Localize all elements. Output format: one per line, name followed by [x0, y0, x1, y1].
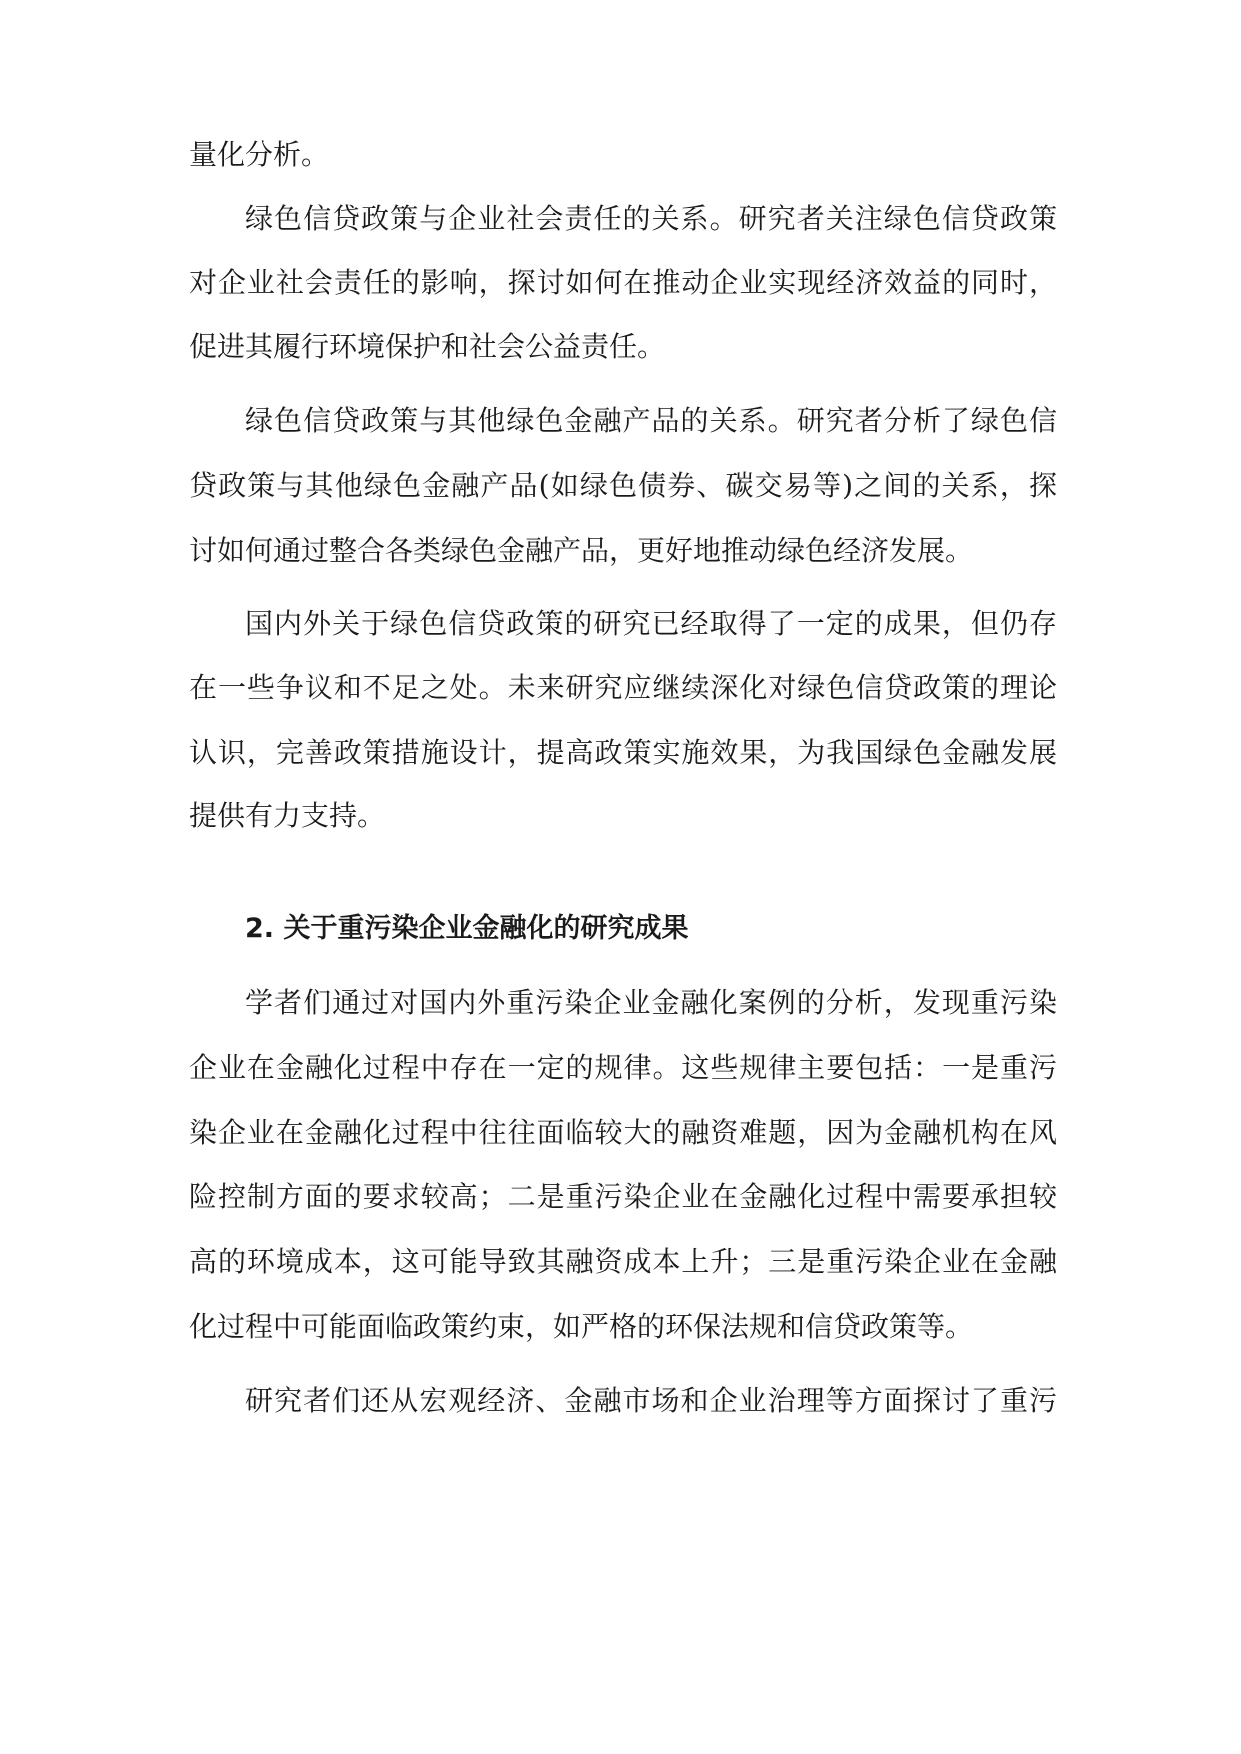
paragraph-line: 绿色信贷政策与企业社会责任的关系。研究者关注绿色信贷政策	[245, 202, 1057, 235]
paragraph-line: 染企业在金融化过程中往往面临较大的融资难题，因为金融机构在风	[189, 1116, 1057, 1149]
paragraph-line: 学者们通过对国内外重污染企业金融化案例的分析，发现重污染	[245, 986, 1057, 1019]
paragraph-line: 研究者们还从宏观经济、金融市场和企业治理等方面探讨了重污	[245, 1384, 1057, 1417]
paragraph-line: 对企业社会责任的影响，探讨如何在推动企业实现经济效益的同时，	[189, 266, 1057, 299]
paragraph-line: 贷政策与其他绿色金融产品(如绿色债券、碳交易等)之间的关系，探	[189, 469, 1057, 502]
paragraph-line: 讨如何通过整合各类绿色金融产品，更好地推动绿色经济发展。	[189, 534, 974, 567]
paragraph-line: 量化分析。	[189, 138, 330, 171]
paragraph-line: 化过程中可能面临政策约束，如严格的环保法规和信贷政策等。	[189, 1310, 974, 1343]
paragraph-line: 国内外关于绿色信贷政策的研究已经取得了一定的成果，但仍存	[245, 607, 1057, 640]
paragraph-line: 在一些争议和不足之处。未来研究应继续深化对绿色信贷政策的理论	[189, 671, 1057, 704]
paragraph-line: 险控制方面的要求较高；二是重污染企业在金融化过程中需要承担较	[189, 1180, 1057, 1213]
paragraph-line: 绿色信贷政策与其他绿色金融产品的关系。研究者分析了绿色信	[245, 404, 1057, 437]
paragraph-line: 企业在金融化过程中存在一定的规律。这些规律主要包括：一是重污	[189, 1051, 1057, 1084]
paragraph-line: 提供有力支持。	[189, 799, 386, 832]
paragraph-line: 高的环境成本，这可能导致其融资成本上升；三是重污染企业在金融	[189, 1245, 1057, 1278]
section-heading: 2. 关于重污染企业金融化的研究成果	[245, 913, 689, 944]
paragraph-line: 认识，完善政策措施设计，提高政策实施效果，为我国绿色金融发展	[189, 736, 1057, 769]
paragraph-line: 促进其履行环境保护和社会公益责任。	[189, 330, 666, 363]
